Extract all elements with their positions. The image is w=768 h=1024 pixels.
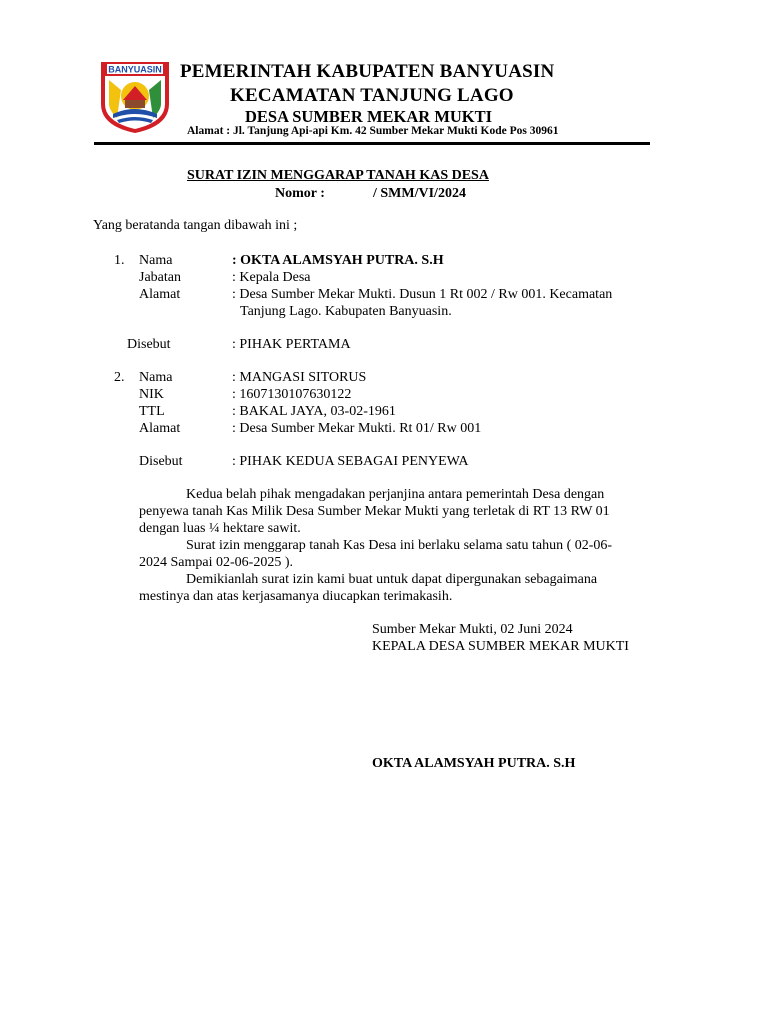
paragraph1-line2: penyewa tanah Kas Milik Desa Sumber Mekar Mukti yang terletak di RT 13 RW 01 [139,504,610,519]
paragraph3-line2: mestinya dan atas kerjasamanya diucapkan terimakasih. [139,589,453,604]
letter-number-value: / SMM/VI/2024 [373,186,466,201]
banyuasin-emblem [97,60,173,134]
party2-birth-label: TTL [139,404,165,419]
paragraph1-line3: dengan luas ¼ hektare sawit. [139,521,301,536]
paragraph2-line1: Surat izin menggarap tanah Kas Desa ini berlaku selama satu tahun ( 02-06- [186,538,613,553]
paragraph1-line1: Kedua belah pihak mengadakan perjanjina antara pemerintah Desa dengan [186,487,605,502]
intro-text: Yang beratanda tangan dibawah ini ; [93,218,298,233]
paragraph3-line1: Demikianlah surat izin kami buat untuk dapat dipergunakan sebagaimana [186,572,598,587]
party1-designation-label: Disebut [127,337,171,352]
signature-position: KEPALA DESA SUMBER MEKAR MUKTI [372,639,629,654]
header-government: PEMERINTAH KABUPATEN BANYUASIN [180,61,555,82]
signature-name: OKTA ALAMSYAH PUTRA. S.H [372,756,576,771]
party2-designation-value: : PIHAK KEDUA SEBAGAI PENYEWA [232,454,469,469]
party1-designation-value: : PIHAK PERTAMA [232,337,351,352]
party2-birth-value: : BAKAL JAYA, 03-02-1961 [232,404,396,419]
party2-address-value: : Desa Sumber Mekar Mukti. Rt 01/ Rw 001 [232,421,482,436]
party1-address-label: Alamat [139,287,181,302]
party2-nik-label: NIK [139,387,164,402]
letter-number-label: Nomor : [275,186,325,201]
header-district: KECAMATAN TANJUNG LAGO [230,85,514,106]
header-divider [94,142,650,145]
party2-designation-label: Disebut [139,454,183,469]
party2-name-label: Nama [139,370,173,385]
party1-number: 1. [114,253,125,268]
party2-address-label: Alamat [139,421,181,436]
party1-address-value-cont: Tanjung Lago. Kabupaten Banyuasin. [240,304,452,319]
party1-position-label: Jabatan [139,270,181,285]
header-address: Alamat : Jl. Tanjung Api-api Km. 42 Sumber Mekar Mukti Kode Pos 30961 [187,125,559,137]
emblem-lettering: BANYUASIN [108,64,162,75]
party2-nik-value: : 1607130107630122 [232,387,352,402]
party2-number: 2. [114,370,125,385]
party1-name-label: Nama [139,253,173,268]
header-village: DESA SUMBER MEKAR MUKTI [245,107,493,126]
signature-place-date: Sumber Mekar Mukti, 02 Juni 2024 [372,622,573,637]
party2-name-value: : MANGASI SITORUS [232,370,367,385]
paragraph2-line2: 2024 Sampai 02-06-2025 ). [139,555,293,570]
party1-position-value: : Kepala Desa [232,270,311,285]
letter-title: SURAT IZIN MENGGARAP TANAH KAS DESA [187,168,489,183]
party1-address-value: : Desa Sumber Mekar Mukti. Dusun 1 Rt 002 / Rw 001. Kecamatan [232,287,613,302]
party1-name-value: : OKTA ALAMSYAH PUTRA. S.H [232,253,444,268]
